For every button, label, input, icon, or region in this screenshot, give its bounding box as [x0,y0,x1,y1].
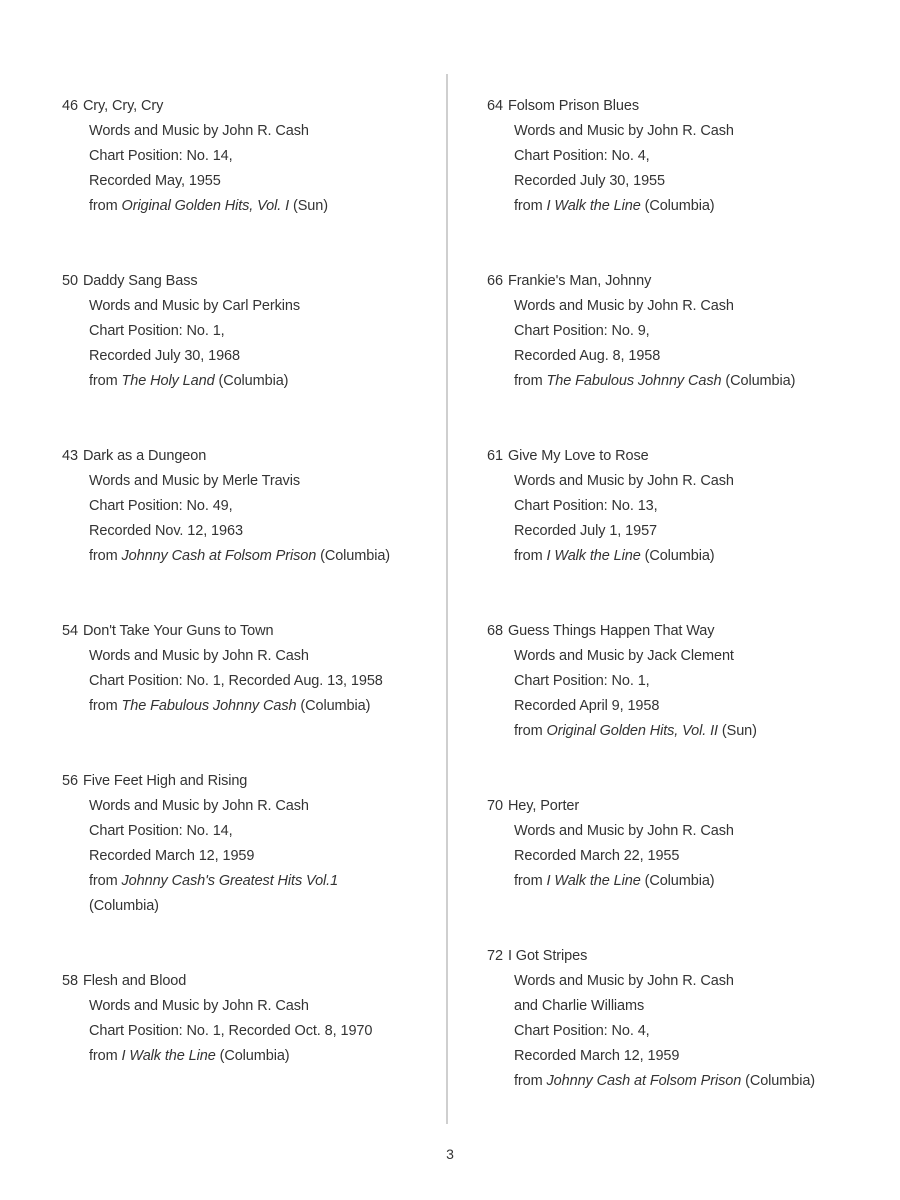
song-title-line [487,619,887,644]
song-title-line [62,269,442,294]
song-entry [487,269,887,394]
song-entry [62,769,442,919]
song-title: Don't Take Your Guns to Town [82,623,274,639]
album-title: Johnny Cash at Folsom Prison [121,548,317,564]
song-detail-line: Words and Music by John R. Cash [89,123,309,139]
song-detail-line: Words and Music by John R. Cash [514,298,734,314]
song-detail-line: Chart Position: No. 4, [514,148,650,164]
song-page-number: 56 [62,773,78,789]
album-title: The Fabulous Johnny Cash [546,373,722,389]
song-page-number: 66 [487,273,503,289]
song-detail-line [62,1044,442,1069]
label-name: (Sun) [289,198,328,214]
page-number: 3 [446,1146,454,1162]
label-name: (Columbia) [640,873,715,889]
label-name: (Sun) [717,723,757,739]
song-entry [62,94,442,219]
song-detail-line [62,369,442,394]
source-prefix: from [89,373,122,389]
song-title: Flesh and Blood [82,973,187,989]
source-prefix: from [514,548,547,564]
song-entry [62,444,442,569]
song-title: Hey, Porter [507,798,580,814]
song-detail-line: Words and Music by John R. Cash [514,473,734,489]
song-detail-line [487,869,887,894]
song-detail-line: Recorded July 30, 1968 [89,348,240,364]
song-title-line [62,94,442,119]
song-title: Dark as a Dungeon [82,448,207,464]
source-prefix: from [89,1048,122,1064]
label-name: (Columbia) [296,698,371,714]
label-name: (Columbia) [640,548,715,564]
song-detail-line: Recorded July 30, 1955 [514,173,665,189]
song-detail-line: Chart Position: No. 1, [514,673,650,689]
song-title-line [487,944,887,969]
song-title: Folsom Prison Blues [507,98,640,114]
song-detail-line: Chart Position: No. 14, [89,823,233,839]
song-page-number: 68 [487,623,503,639]
label-name: (Columbia) [721,373,796,389]
song-detail-line: Recorded March 12, 1959 [89,848,255,864]
album-title: I Walk the Line [121,1048,216,1064]
song-title: Cry, Cry, Cry [82,98,164,114]
song-detail-line: Words and Music by Merle Travis [89,473,300,489]
song-detail-line: Words and Music by John R. Cash [89,998,309,1014]
song-detail-line: Chart Position: No. 1, Recorded Oct. 8, 1970 [89,1023,373,1039]
source-prefix: from [514,873,547,889]
song-detail-line: Chart Position: No. 1, Recorded Aug. 13, 1958 [89,673,383,689]
song-title: I Got Stripes [507,948,588,964]
label-name: (Columbia) [215,1048,290,1064]
song-detail-line [487,369,887,394]
song-title: Give My Love to Rose [507,448,649,464]
song-detail-line [62,544,442,569]
song-detail-line: Chart Position: No. 13, [514,498,658,514]
song-detail-line: Chart Position: No. 1, [89,323,225,339]
album-title: Original Golden Hits, Vol. II [546,723,718,739]
song-detail-line: (Columbia) [89,898,159,914]
song-detail-line [62,869,442,894]
song-title: Five Feet High and Rising [82,773,248,789]
song-page-number: 50 [62,273,78,289]
song-entry [487,444,887,569]
song-title-line [487,794,887,819]
song-detail-line [487,719,887,744]
song-title-line [487,269,887,294]
song-detail-line: Chart Position: No. 9, [514,323,650,339]
label-name: (Columbia) [741,1073,816,1089]
song-detail-line: Chart Position: No. 4, [514,1023,650,1039]
album-title: The Fabulous Johnny Cash [121,698,297,714]
song-page-number: 43 [62,448,78,464]
song-page-number: 72 [487,948,503,964]
song-page-number: 46 [62,98,78,114]
song-detail-line: Words and Music by John R. Cash [514,123,734,139]
song-detail-line: Recorded March 12, 1959 [514,1048,680,1064]
album-title: Original Golden Hits, Vol. I [121,198,290,214]
song-entry [487,619,887,744]
song-entry [487,794,887,894]
label-name: (Columbia) [214,373,289,389]
source-prefix: from [514,198,547,214]
song-detail-line: Recorded April 9, 1958 [514,698,660,714]
source-prefix: from [514,1073,547,1089]
song-detail-line: Chart Position: No. 49, [89,498,233,514]
album-title: I Walk the Line [546,873,641,889]
song-entry [487,94,887,219]
song-detail-line: Recorded Nov. 12, 1963 [89,523,243,539]
song-detail-line [487,1069,887,1094]
song-detail-line [62,694,442,719]
song-detail-line: Recorded March 22, 1955 [514,848,680,864]
song-detail-line: Words and Music by John R. Cash [89,798,309,814]
song-entry [487,944,887,1094]
source-prefix: from [89,698,122,714]
song-title-line [62,969,442,994]
album-title: The Holy Land [121,373,215,389]
song-detail-line: and Charlie Williams [514,998,645,1014]
song-detail-line: Recorded May, 1955 [89,173,221,189]
song-detail-line: Words and Music by Jack Clement [514,648,734,664]
source-prefix: from [514,373,547,389]
song-page-number: 54 [62,623,78,639]
song-detail-line [62,194,442,219]
song-title: Frankie's Man, Johnny [507,273,652,289]
song-page-number: 61 [487,448,503,464]
song-detail-line: Chart Position: No. 14, [89,148,233,164]
source-prefix: from [89,548,122,564]
song-title-line [62,444,442,469]
source-prefix: from [514,723,547,739]
song-title-line [487,444,887,469]
song-detail-line [487,544,887,569]
song-entry [62,269,442,394]
song-title: Daddy Sang Bass [82,273,198,289]
song-page-number: 64 [487,98,503,114]
song-entry [62,619,442,719]
song-entry [62,969,442,1069]
song-title-line [62,619,442,644]
song-page-number: 70 [487,798,503,814]
song-title-line [487,94,887,119]
album-title: I Walk the Line [546,198,641,214]
song-detail-line: Recorded Aug. 8, 1958 [514,348,661,364]
label-name: (Columbia) [316,548,391,564]
album-title: Johnny Cash's Greatest Hits Vol.1 [121,873,339,889]
song-detail-line: Words and Music by John R. Cash [514,823,734,839]
song-page-number: 58 [62,973,78,989]
label-name: (Columbia) [640,198,715,214]
song-detail-line: Words and Music by John R. Cash [89,648,309,664]
album-title: Johnny Cash at Folsom Prison [546,1073,742,1089]
song-detail-line: Recorded July 1, 1957 [514,523,657,539]
column-divider [446,74,448,1124]
song-title-line [62,769,442,794]
song-detail-line: Words and Music by Carl Perkins [89,298,300,314]
album-title: I Walk the Line [546,548,641,564]
source-prefix: from [89,873,122,889]
song-detail-line [487,194,887,219]
song-title: Guess Things Happen That Way [507,623,715,639]
source-prefix: from [89,198,122,214]
song-detail-line: Words and Music by John R. Cash [514,973,734,989]
